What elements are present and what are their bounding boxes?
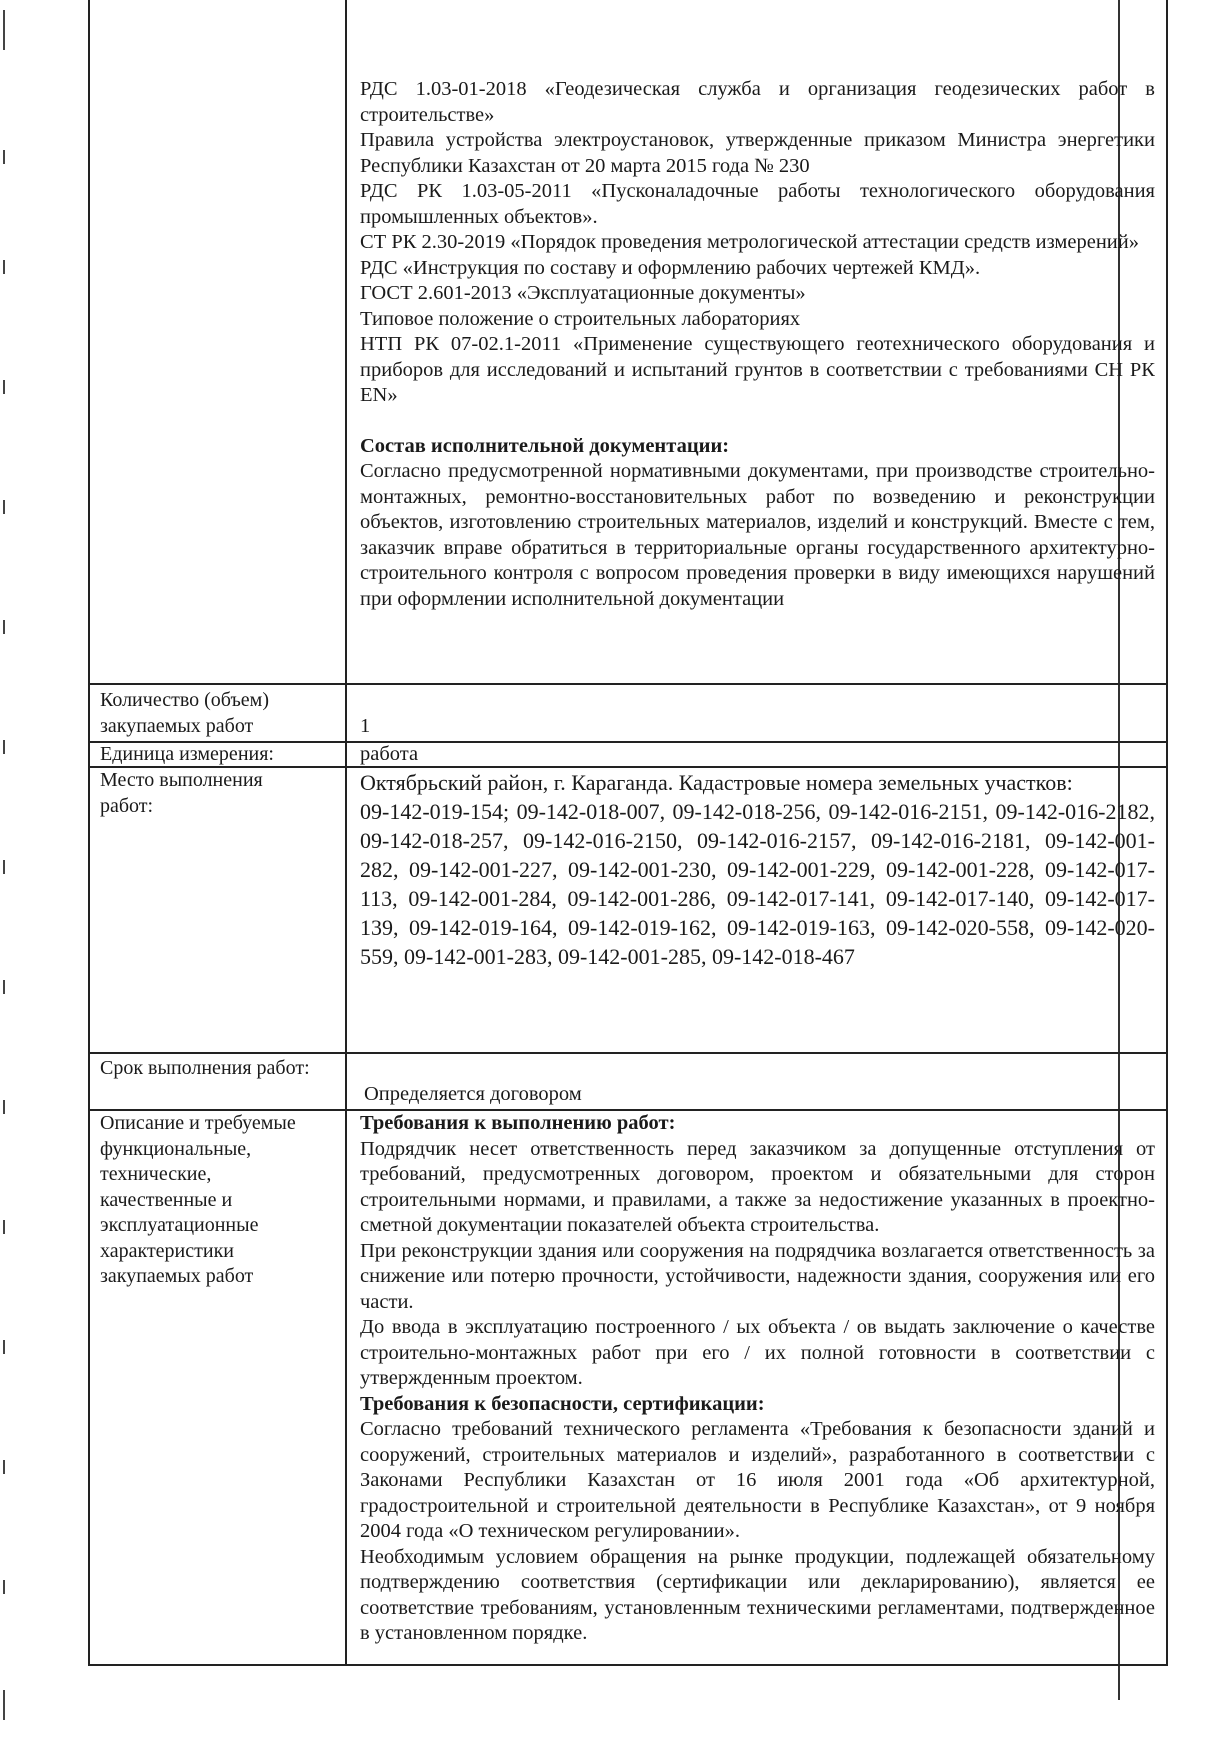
description-block	[360, 1111, 1155, 1647]
scan-margin-mark	[3, 380, 5, 394]
term-value: Определяется договором	[364, 1083, 582, 1105]
place-intro: Октябрьский район, г. Караганда. Кадастровые номера земельных участков:	[360, 770, 1073, 795]
cadastral-numbers: 09-142-019-154; 09-142-018-007, 09-142-018-256, 09-142-016-2151, 09-142-016-2182, 09-142-018-257, 09-142-016-2150, 09-142-016-2157, 09-142-016-2181, 09-142-001-282, 09-142-001-227, 09-142-001-230, 09-142-001-229, 09-142-001-228, 09-142-017-113, 09-142-001-284, 09-142-001-286, 09-142-017-141, 09-142-017-140, 09-142-017-139, 09-142-019-164, 09-142-019-162, 09-142-019-163, 09-142-020-558, 09-142-020-559, 09-142-001-283, 09-142-001-285, 09-142-018-467	[360, 799, 1155, 969]
scan-margin-mark	[3, 1220, 5, 1234]
description-paragraph: До ввода в эксплуатацию построенного / ых объекта / ов выдать заключение о качестве строительно-монтажных работ при его / их полной готовности в соответствии с утвержденным проектом.	[360, 1316, 1155, 1389]
description-label: Описание и требуемые функциональные, технические, качественные и эксплуатационные характеристики закупаемых работ	[100, 1112, 296, 1287]
scan-margin-mark	[3, 980, 5, 994]
unit-label: Единица измерения:	[100, 743, 274, 765]
scan-margin-mark	[3, 1690, 5, 1720]
row-divider	[88, 683, 1168, 685]
reference-item: РДС РК 1.03-05-2011 «Пусконаладочные работы технологического оборудования промышленных объектов».	[360, 180, 1155, 228]
scan-margin-mark	[3, 620, 5, 634]
row-divider	[88, 1664, 1168, 1666]
reference-item: ГОСТ 2.601-2013 «Эксплуатационные документы»	[360, 282, 806, 304]
safety-heading: Требования к безопасности, сертификации:	[360, 1392, 765, 1415]
references-block	[360, 77, 1155, 612]
scan-margin-mark	[3, 860, 5, 874]
scan-margin-mark	[3, 1460, 5, 1474]
exec-docs-heading: Состав исполнительной документации:	[360, 434, 730, 457]
quantity-label: Количество (объем) закупаемых работ	[100, 689, 269, 737]
term-label: Срок выполнения работ:	[100, 1057, 310, 1079]
reference-item: Типовое положение о строительных лабораториях	[360, 307, 801, 330]
description-paragraph: При реконструкции здания или сооружения на подрядчика возлагается ответственность за снижение или потерю прочности, устойчивости, надежности здания, сооружения или его части.	[360, 1239, 1155, 1313]
row-divider	[88, 1052, 1168, 1054]
scan-margin-mark	[3, 740, 5, 754]
table-column-divider	[345, 0, 347, 1666]
quantity-value: 1	[360, 715, 371, 737]
description-paragraph: Необходимым условием обращения на рынке продукции, подлежащей обязательному подтверждению соответствия (сертификации или декларированию), является ее соответствие требованиям, установленным техническими регламентами, подтвержденное в установленном порядке.	[360, 1545, 1155, 1644]
work-requirements-heading: Требования к выполнению работ:	[360, 1112, 676, 1134]
scan-margin-mark	[3, 260, 5, 274]
table-left-border	[88, 0, 90, 1666]
reference-item: СТ РК 2.30-2019 «Порядок проведения метрологической аттестации средств измерений»	[360, 231, 1139, 253]
place-block	[360, 768, 1155, 971]
scan-margin-mark	[3, 1580, 5, 1594]
reference-item: Правила устройства электроустановок, утвержденные приказом Министра энергетики Республики Казахстан от 20 марта 2015 года № 230	[360, 129, 1155, 177]
scan-margin-mark	[3, 1340, 5, 1354]
scan-margin-mark	[3, 1100, 5, 1114]
exec-docs-text: Согласно предусмотренной нормативными документами, при производстве строительно-монтажных, ремонтно-восстановительных работ по возведению и реконструкции объектов, изготовлению строительных материалов, изделий и конструкций. Вместе с тем, заказчик вправе обратиться в территориальные органы государственного архитектурно-строительного контроля с вопросом проведения проверки в виду имеющихся нарушений при оформлении исполнительной документации	[360, 460, 1155, 610]
description-paragraph: Подрядчик несет ответственность перед заказчиком за допущенные отступления от требований, предусмотренных договором, проектом и обязательными для сторон строительными нормами, и правилами, а также за недостижение указанных в проектно-сметной документации показателей объекта строительства.	[360, 1137, 1155, 1236]
reference-item: РДС 1.03-01-2018 «Геодезическая служба и организация геодезических работ в строительстве»	[360, 78, 1155, 126]
scan-margin-mark	[3, 500, 5, 514]
scan-margin-mark	[3, 150, 5, 164]
reference-item: НТП РК 07-02.1-2011 «Применение существующего геотехнического оборудования и приборов для исследований и испытаний грунтов в соответствии с требованиями СН РК EN»	[360, 333, 1155, 406]
scan-margin-mark	[3, 10, 5, 50]
unit-value: работа	[360, 743, 419, 765]
place-label: Место выполнения работ:	[100, 769, 263, 817]
reference-item: РДС «Инструкция по составу и оформлению рабочих чертежей КМД».	[360, 256, 981, 279]
description-paragraph: Согласно требований технического регламента «Требования к безопасности зданий и сооружений, строительных материалов и изделий», разработанного в соответствии с Законами Республики Казахстан от 16 июля 2001 года «Об архитектурной, градостроительной и строительной деятельности в Республике Казахстан», от 9 ноября 2004 года «О техническом регулировании».	[360, 1418, 1155, 1542]
table-right-border	[1166, 0, 1168, 1666]
